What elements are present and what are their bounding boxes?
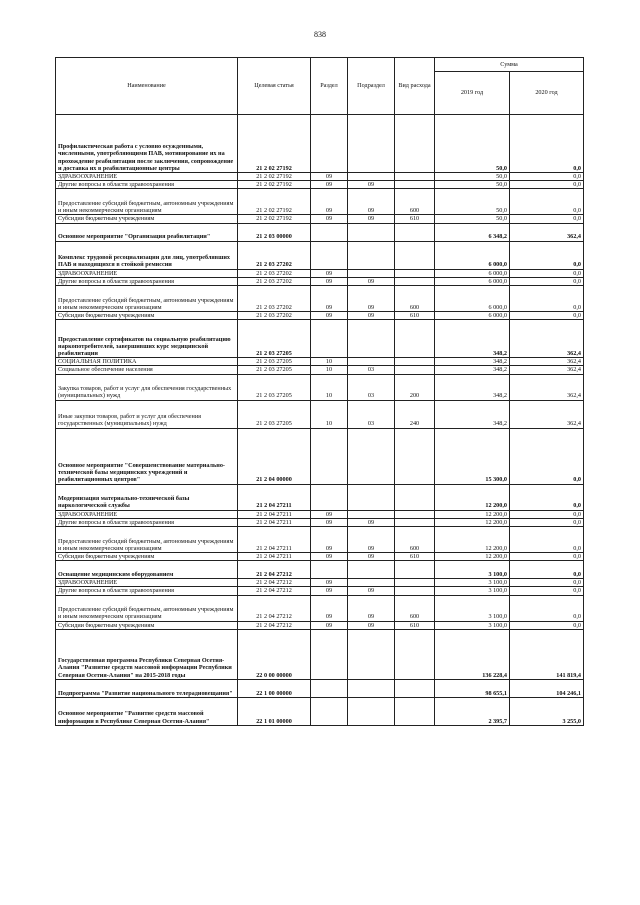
row-name: ЗДРАВООХРАНЕНИЕ	[56, 269, 238, 277]
row-section: 09	[311, 587, 348, 595]
row-2019: 12 200,0	[435, 518, 510, 526]
row-section: 10	[311, 366, 348, 374]
row-2020: 0,0	[510, 215, 584, 223]
row-2020: 0,0	[510, 277, 584, 285]
row-subsection: 03	[348, 374, 395, 400]
row-section: 09	[311, 189, 348, 215]
row-section: 10	[311, 358, 348, 366]
row-name: Государственная программа Республики Северная Осетия-Алания "Развитие средств массовой информации Республики Северная Осетия-Алания" на 2015-2018 годы	[56, 629, 238, 679]
row-2019: 6 000,0	[435, 241, 510, 269]
row-2020: 0,0	[510, 510, 584, 518]
row-target: 21 2 04 27211	[238, 484, 311, 510]
row-section	[311, 320, 348, 358]
row-exp-type	[395, 277, 435, 285]
row-subsection	[348, 629, 395, 679]
row-exp-type	[395, 484, 435, 510]
table-row	[56, 320, 584, 358]
row-subsection: 09	[348, 527, 395, 553]
table-row	[56, 629, 584, 679]
table-row	[56, 697, 584, 725]
row-exp-type	[395, 629, 435, 679]
table-row	[56, 215, 584, 223]
row-subsection	[348, 679, 395, 697]
row-target: 21 2 02 27192	[238, 189, 311, 215]
row-2020: 0,0	[510, 553, 584, 561]
row-subsection: 09	[348, 518, 395, 526]
header-section: Раздел	[311, 58, 348, 115]
row-2020: 0,0	[510, 527, 584, 553]
table-row	[56, 595, 584, 621]
table-row	[56, 358, 584, 366]
row-target: 21 2 03 27202	[238, 277, 311, 285]
row-section: 09	[311, 595, 348, 621]
row-target: 21 2 03 27205	[238, 320, 311, 358]
row-subsection: 09	[348, 286, 395, 312]
row-exp-type	[395, 223, 435, 241]
row-section: 09	[311, 518, 348, 526]
row-exp-type	[395, 241, 435, 269]
row-2019: 3 100,0	[435, 587, 510, 595]
row-exp-type	[395, 428, 435, 484]
row-2020: 0,0	[510, 181, 584, 189]
row-subsection	[348, 697, 395, 725]
row-target: 21 2 04 27211	[238, 518, 311, 526]
row-subsection: 09	[348, 277, 395, 285]
table-row	[56, 173, 584, 181]
row-2019: 348,2	[435, 358, 510, 366]
row-name: Основное мероприятие "Организация реабилитации"	[56, 223, 238, 241]
row-exp-type	[395, 366, 435, 374]
row-section	[311, 428, 348, 484]
table-row	[56, 484, 584, 510]
row-2019: 136 228,4	[435, 629, 510, 679]
row-2019: 50,0	[435, 115, 510, 173]
table-row	[56, 223, 584, 241]
row-exp-type	[395, 561, 435, 579]
row-2019: 3 100,0	[435, 561, 510, 579]
row-target: 21 2 02 27192	[238, 215, 311, 223]
row-subsection: 03	[348, 400, 395, 428]
row-target: 21 2 04 27211	[238, 527, 311, 553]
row-exp-type: 610	[395, 312, 435, 320]
row-target: 21 2 03 27205	[238, 358, 311, 366]
row-target: 22 0 00 00000	[238, 629, 311, 679]
row-2020: 0,0	[510, 484, 584, 510]
row-target: 22 1 00 00000	[238, 679, 311, 697]
row-2020: 362,4	[510, 374, 584, 400]
row-2019: 12 200,0	[435, 510, 510, 518]
row-target: 21 2 04 27212	[238, 561, 311, 579]
row-exp-type: 600	[395, 286, 435, 312]
row-2020: 0,0	[510, 241, 584, 269]
row-exp-type	[395, 579, 435, 587]
row-target: 21 2 03 27202	[238, 312, 311, 320]
row-2019: 3 100,0	[435, 579, 510, 587]
row-section	[311, 561, 348, 579]
row-exp-type: 610	[395, 553, 435, 561]
row-2020: 0,0	[510, 189, 584, 215]
row-2020: 362,4	[510, 366, 584, 374]
row-subsection	[348, 579, 395, 587]
row-2019: 3 100,0	[435, 595, 510, 621]
row-name: ЗДРАВООХРАНЕНИЕ	[56, 173, 238, 181]
table-row	[56, 269, 584, 277]
row-subsection: 09	[348, 215, 395, 223]
table-row	[56, 277, 584, 285]
row-exp-type: 200	[395, 374, 435, 400]
row-target: 21 2 04 27212	[238, 595, 311, 621]
row-2019: 348,2	[435, 320, 510, 358]
row-exp-type	[395, 587, 435, 595]
row-subsection	[348, 223, 395, 241]
row-section	[311, 679, 348, 697]
table-row	[56, 579, 584, 587]
row-subsection	[348, 510, 395, 518]
row-section: 09	[311, 277, 348, 285]
table-body	[56, 115, 584, 726]
row-exp-type	[395, 320, 435, 358]
row-target: 21 2 04 27211	[238, 510, 311, 518]
row-subsection	[348, 561, 395, 579]
row-2019: 98 655,1	[435, 679, 510, 697]
row-subsection: 03	[348, 366, 395, 374]
row-2020: 0,0	[510, 579, 584, 587]
row-section	[311, 115, 348, 173]
row-exp-type: 610	[395, 215, 435, 223]
row-subsection: 09	[348, 621, 395, 629]
row-target: 21 2 03 27205	[238, 400, 311, 428]
row-name: Предоставление субсидий бюджетным, автономным учреждениям и иным некоммерческим организациям	[56, 286, 238, 312]
row-subsection	[348, 115, 395, 173]
row-section: 09	[311, 269, 348, 277]
row-section: 09	[311, 527, 348, 553]
header-name: Наименование	[56, 58, 238, 115]
row-exp-type: 600	[395, 189, 435, 215]
row-name: Субсидии бюджетным учреждениям	[56, 553, 238, 561]
table-row	[56, 312, 584, 320]
row-name: Предоставление сертификатов на социальную реабилитацию наркопотребителей, завершивших курс медицинской реабилитации	[56, 320, 238, 358]
row-exp-type: 600	[395, 595, 435, 621]
row-2019: 348,2	[435, 400, 510, 428]
row-target: 21 2 03 27205	[238, 366, 311, 374]
row-2020: 104 246,1	[510, 679, 584, 697]
row-2019: 15 300,0	[435, 428, 510, 484]
row-section: 09	[311, 312, 348, 320]
table-row	[56, 374, 584, 400]
row-name: Другие вопросы в области здравоохранения	[56, 181, 238, 189]
row-subsection: 09	[348, 181, 395, 189]
row-target: 22 1 01 00000	[238, 697, 311, 725]
row-exp-type	[395, 173, 435, 181]
row-section: 09	[311, 181, 348, 189]
row-section	[311, 223, 348, 241]
row-2019: 6 000,0	[435, 312, 510, 320]
table-row	[56, 241, 584, 269]
row-subsection	[348, 269, 395, 277]
row-exp-type	[395, 697, 435, 725]
row-2020: 362,4	[510, 320, 584, 358]
table-row	[56, 587, 584, 595]
row-subsection	[348, 428, 395, 484]
table-row	[56, 679, 584, 697]
table-row	[56, 428, 584, 484]
table-row	[56, 510, 584, 518]
row-subsection: 09	[348, 587, 395, 595]
budget-table	[55, 57, 584, 726]
row-subsection	[348, 484, 395, 510]
table-row	[56, 366, 584, 374]
row-name: Комплекс трудовой ресоциализации для лиц, употреблявших ПАВ и находящихся в стойкой ремиссии	[56, 241, 238, 269]
row-subsection: 09	[348, 312, 395, 320]
header-target: Целевая статья	[238, 58, 311, 115]
row-section	[311, 697, 348, 725]
row-subsection	[348, 173, 395, 181]
row-subsection: 09	[348, 595, 395, 621]
row-name: Другие вопросы в области здравоохранения	[56, 518, 238, 526]
row-2020: 0,0	[510, 587, 584, 595]
row-2020: 0,0	[510, 269, 584, 277]
row-name: Оснащение медицинским оборудованием	[56, 561, 238, 579]
table-row	[56, 518, 584, 526]
row-name: ЗДРАВООХРАНЕНИЕ	[56, 510, 238, 518]
row-section: 09	[311, 510, 348, 518]
table-row	[56, 553, 584, 561]
row-2020: 141 819,4	[510, 629, 584, 679]
row-section: 10	[311, 374, 348, 400]
row-target: 21 2 04 00000	[238, 428, 311, 484]
row-section	[311, 241, 348, 269]
header-subsection: Подраздел	[348, 58, 395, 115]
row-target: 21 2 03 00000	[238, 223, 311, 241]
row-2019: 2 395,7	[435, 697, 510, 725]
row-name: Основное мероприятие "Совершенствование материально-технической базы медицинских учреждений и реабилитационных центров"	[56, 428, 238, 484]
row-section: 09	[311, 579, 348, 587]
row-section: 09	[311, 215, 348, 223]
row-exp-type	[395, 358, 435, 366]
row-name: Предоставление субсидий бюджетным, автономным учреждениям и иным некоммерческим организациям	[56, 527, 238, 553]
row-2020: 0,0	[510, 312, 584, 320]
row-name: Субсидии бюджетным учреждениям	[56, 621, 238, 629]
row-2020: 0,0	[510, 115, 584, 173]
row-section: 10	[311, 400, 348, 428]
row-name: Основное мероприятие "Развитие средств массовой информации в Республике Северная Осетия-Алания"	[56, 697, 238, 725]
row-2019: 12 200,0	[435, 484, 510, 510]
row-subsection	[348, 320, 395, 358]
row-subsection	[348, 241, 395, 269]
row-2019: 3 100,0	[435, 621, 510, 629]
row-exp-type: 610	[395, 621, 435, 629]
row-2019: 348,2	[435, 366, 510, 374]
row-2020: 362,4	[510, 400, 584, 428]
row-exp-type	[395, 115, 435, 173]
row-exp-type	[395, 510, 435, 518]
row-target: 21 2 02 27192	[238, 173, 311, 181]
row-exp-type	[395, 518, 435, 526]
row-name: ЗДРАВООХРАНЕНИЕ	[56, 579, 238, 587]
row-2019: 348,2	[435, 374, 510, 400]
row-2020: 0,0	[510, 621, 584, 629]
row-2020: 3 255,0	[510, 697, 584, 725]
row-2019: 50,0	[435, 173, 510, 181]
row-2019: 50,0	[435, 181, 510, 189]
page-number: 838	[314, 30, 326, 39]
row-name: СОЦИАЛЬНАЯ ПОЛИТИКА	[56, 358, 238, 366]
row-subsection: 09	[348, 189, 395, 215]
row-2019: 6 000,0	[435, 277, 510, 285]
row-section: 09	[311, 173, 348, 181]
row-2020: 0,0	[510, 286, 584, 312]
row-2019: 50,0	[435, 215, 510, 223]
row-target: 21 2 02 27192	[238, 181, 311, 189]
row-2020: 0,0	[510, 595, 584, 621]
row-2019: 6 348,2	[435, 223, 510, 241]
table-row	[56, 115, 584, 173]
row-name: Закупка товаров, работ и услуг для обеспечения государственных (муниципальных) нужд	[56, 374, 238, 400]
row-2019: 6 000,0	[435, 286, 510, 312]
row-2020: 362,4	[510, 358, 584, 366]
row-name: Профилактическая работа с условно осужденными, численными, употребляющими ПАВ, мотивирование их на прохождение реабилитации после заключения, сопровождение и доставка их в реабилитационные центры	[56, 115, 238, 173]
row-target: 21 2 03 27202	[238, 286, 311, 312]
row-section	[311, 629, 348, 679]
table-row	[56, 527, 584, 553]
row-2019: 12 200,0	[435, 553, 510, 561]
row-section: 09	[311, 286, 348, 312]
row-2020: 0,0	[510, 518, 584, 526]
table-row	[56, 189, 584, 215]
row-target: 21 2 04 27212	[238, 587, 311, 595]
header-exp-type: Вид расхода	[395, 58, 435, 115]
row-name: Социальное обеспечение населения	[56, 366, 238, 374]
row-2020: 0,0	[510, 173, 584, 181]
row-subsection	[348, 358, 395, 366]
row-target: 21 2 03 27202	[238, 269, 311, 277]
row-target: 21 2 02 27192	[238, 115, 311, 173]
row-2020: 0,0	[510, 428, 584, 484]
row-name: Другие вопросы в области здравоохранения	[56, 277, 238, 285]
table-row	[56, 621, 584, 629]
header-2019: 2019 год	[435, 72, 510, 115]
row-2019: 50,0	[435, 189, 510, 215]
row-2019: 6 000,0	[435, 269, 510, 277]
row-section: 09	[311, 621, 348, 629]
row-target: 21 2 04 27211	[238, 553, 311, 561]
row-target: 21 2 03 27202	[238, 241, 311, 269]
row-target: 21 2 04 27212	[238, 579, 311, 587]
row-section: 09	[311, 553, 348, 561]
table-row	[56, 181, 584, 189]
row-name: Субсидии бюджетным учреждениям	[56, 215, 238, 223]
row-name: Предоставление субсидий бюджетным, автономным учреждениям и иным некоммерческим организациям	[56, 595, 238, 621]
row-2019: 12 200,0	[435, 527, 510, 553]
row-target: 21 2 03 27205	[238, 374, 311, 400]
row-name: Иные закупки товаров, работ и услуг для обеспечения государственных (муниципальных) нужд	[56, 400, 238, 428]
row-name: Предоставление субсидий бюджетным, автономным учреждениям и иным некоммерческим организациям	[56, 189, 238, 215]
row-name: Другие вопросы в области здравоохранения	[56, 587, 238, 595]
row-target: 21 2 04 27212	[238, 621, 311, 629]
row-name: Субсидии бюджетным учреждениям	[56, 312, 238, 320]
row-name: Подпрограмма "Развитие национального телерадиовещания"	[56, 679, 238, 697]
row-exp-type: 600	[395, 527, 435, 553]
row-section	[311, 484, 348, 510]
row-subsection: 09	[348, 553, 395, 561]
header-2020: 2020 год	[510, 72, 584, 115]
header-sum: Сумма	[435, 58, 584, 72]
table-row	[56, 400, 584, 428]
row-name: Модернизация материально-технической базы наркологической службы	[56, 484, 238, 510]
row-exp-type	[395, 269, 435, 277]
row-exp-type	[395, 679, 435, 697]
table-row	[56, 286, 584, 312]
row-exp-type: 240	[395, 400, 435, 428]
row-2020: 0,0	[510, 561, 584, 579]
row-exp-type	[395, 181, 435, 189]
row-2020: 362,4	[510, 223, 584, 241]
table-row	[56, 561, 584, 579]
